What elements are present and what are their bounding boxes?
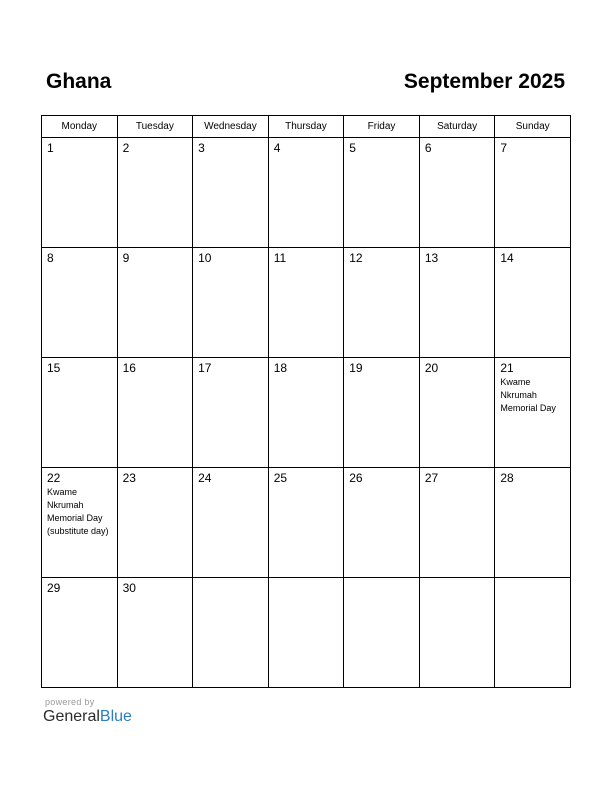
day-cell-content	[420, 138, 495, 155]
holiday-label: Kwame Nkrumah Memorial Day	[500, 377, 556, 413]
week-row	[42, 248, 571, 358]
day-cell	[117, 468, 193, 578]
day-number: 10	[198, 251, 212, 265]
day-cell	[419, 468, 495, 578]
day-number: 5	[349, 141, 356, 155]
powered-by-text: powered by	[45, 697, 95, 707]
day-number: 21	[500, 361, 514, 375]
day-cell	[193, 138, 269, 248]
day-number: 16	[122, 361, 136, 375]
day-number: 3	[198, 141, 205, 155]
day-cell-content	[420, 468, 495, 485]
day-cell-content	[495, 358, 570, 415]
day-cell	[344, 358, 420, 468]
day-cell	[117, 358, 193, 468]
day-cell	[193, 248, 269, 358]
day-number: 2	[122, 141, 130, 155]
day-number: 19	[349, 361, 363, 375]
day-cell-content	[193, 138, 268, 155]
day-cell-content	[118, 358, 193, 375]
day-number: 18	[273, 361, 288, 375]
day-cell-content	[269, 248, 344, 265]
day-cell	[268, 468, 344, 578]
day-cell	[495, 138, 571, 248]
day-cell	[42, 358, 118, 468]
week-row	[42, 468, 571, 578]
week-row	[42, 138, 571, 248]
day-cell-content	[193, 578, 268, 581]
day-number: 7	[500, 141, 508, 155]
country-title: Ghana	[46, 70, 112, 93]
day-number: 22	[47, 471, 61, 485]
day-cell	[268, 248, 344, 358]
day-cell-content	[42, 578, 117, 595]
weekday-header: Saturday	[419, 116, 495, 138]
weekday-header: Thursday	[268, 116, 344, 138]
day-cell-content	[193, 468, 268, 485]
day-number: 26	[349, 471, 363, 485]
week-row	[42, 358, 571, 468]
day-cell	[193, 578, 269, 688]
day-cell-content	[495, 138, 570, 155]
day-cell	[495, 358, 571, 468]
day-cell	[344, 138, 420, 248]
day-number: 14	[500, 251, 514, 265]
day-number: 23	[122, 471, 136, 485]
day-number: 29	[47, 581, 61, 595]
day-cell	[268, 578, 344, 688]
day-cell-content	[269, 358, 344, 375]
day-cell	[495, 578, 571, 688]
weekday-header: Friday	[344, 116, 420, 138]
day-number: 20	[424, 361, 439, 375]
weekday-header: Wednesday	[193, 116, 269, 138]
day-cell-content	[344, 248, 419, 265]
day-cell	[42, 248, 118, 358]
day-cell	[344, 468, 420, 578]
generalblue-logo	[43, 708, 132, 726]
week-row	[42, 578, 571, 688]
weekday-header-row	[42, 116, 571, 138]
day-number: 25	[273, 471, 288, 485]
day-cell-content	[118, 138, 193, 155]
day-number: 28	[500, 471, 514, 485]
calendar-grid	[41, 115, 571, 688]
weekday-header: Sunday	[495, 116, 571, 138]
day-cell	[117, 248, 193, 358]
day-cell	[419, 358, 495, 468]
day-cell-content	[118, 248, 193, 265]
day-cell-content	[42, 468, 117, 538]
day-cell-content	[420, 358, 495, 375]
day-number: 1	[47, 141, 54, 155]
day-cell	[42, 578, 118, 688]
day-number: 12	[349, 251, 363, 265]
day-cell	[419, 578, 495, 688]
day-cell	[495, 468, 571, 578]
day-cell	[419, 248, 495, 358]
day-number: 15	[47, 361, 61, 375]
day-cell-content	[42, 358, 117, 375]
day-cell-content	[495, 468, 570, 485]
day-cell-content	[193, 248, 268, 265]
day-cell	[495, 248, 571, 358]
month-year-title: September 2025	[403, 70, 565, 93]
calendar-body	[42, 138, 571, 688]
day-cell	[193, 468, 269, 578]
day-cell	[344, 578, 420, 688]
day-cell	[42, 138, 118, 248]
day-number: 4	[273, 141, 281, 155]
day-number: 17	[198, 361, 212, 375]
day-number: 8	[47, 251, 54, 265]
day-cell	[117, 138, 193, 248]
day-cell	[344, 248, 420, 358]
day-number: 30	[122, 581, 136, 595]
day-cell-content	[118, 468, 193, 485]
day-cell-content	[42, 248, 117, 265]
weekday-header: Monday	[42, 116, 118, 138]
day-number: 6	[424, 141, 432, 155]
day-cell-content	[42, 138, 117, 155]
day-cell	[268, 138, 344, 248]
day-cell-content	[269, 468, 344, 485]
day-cell	[42, 468, 118, 578]
day-number: 11	[273, 251, 287, 265]
logo-text-blue: Blue	[99, 708, 132, 725]
holiday-label: Kwame Nkrumah Memorial Day (substitute day)	[47, 487, 109, 536]
day-cell-content	[269, 138, 344, 155]
day-cell-content	[269, 578, 344, 581]
day-cell-content	[420, 578, 495, 581]
day-number: 24	[198, 471, 212, 485]
weekday-header: Tuesday	[117, 116, 193, 138]
day-number: 27	[424, 471, 439, 485]
day-cell-content	[118, 578, 193, 595]
footer-branding	[43, 697, 132, 726]
day-cell-content	[193, 358, 268, 375]
day-cell-content	[495, 248, 570, 265]
day-cell-content	[344, 138, 419, 155]
day-number: 9	[122, 251, 130, 265]
day-cell-content	[420, 248, 495, 265]
day-cell-content	[495, 578, 570, 581]
day-cell-content	[344, 358, 419, 375]
day-cell	[193, 358, 269, 468]
day-cell	[268, 358, 344, 468]
day-cell	[117, 578, 193, 688]
day-cell-content	[344, 578, 419, 581]
day-cell	[419, 138, 495, 248]
day-number: 13	[424, 251, 439, 265]
logo-text-general: General	[43, 708, 100, 725]
day-cell-content	[344, 468, 419, 485]
